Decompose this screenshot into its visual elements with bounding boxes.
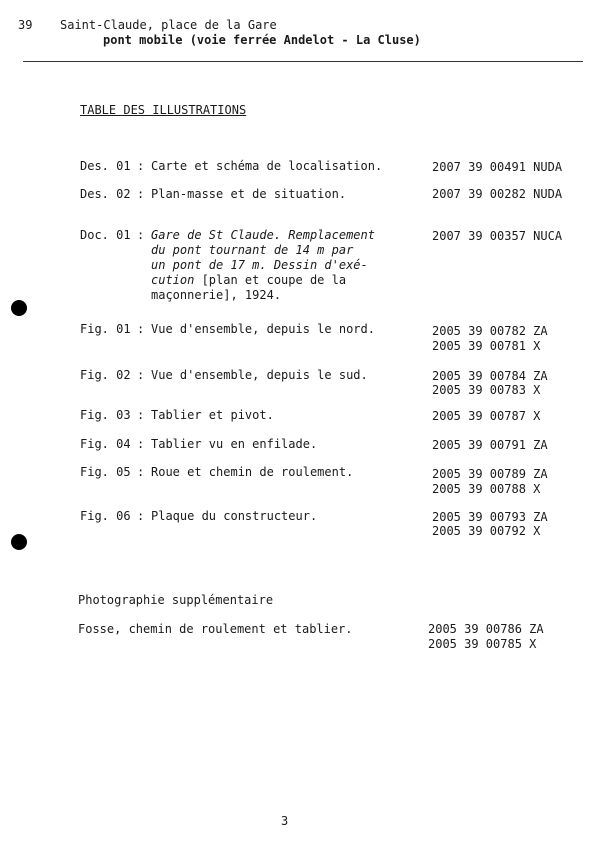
entry-reference: 2005 39 00788 X xyxy=(432,482,541,496)
supplementary-reference: 2005 39 00786 ZA xyxy=(428,622,544,636)
toc-title: TABLE DES ILLUSTRATIONS xyxy=(80,103,247,117)
supplementary-title: Photographie supplémentaire xyxy=(78,593,274,607)
entry-reference: 2007 39 00491 NUDA xyxy=(432,160,563,174)
description-italic: cution xyxy=(151,273,195,287)
entry-separator: : xyxy=(137,228,145,242)
page-number: 3 xyxy=(281,814,289,828)
description-line xyxy=(151,273,375,288)
entry-separator: : xyxy=(137,465,145,479)
binder-hole xyxy=(11,300,27,316)
entry-reference: 2005 39 00789 ZA xyxy=(432,467,548,481)
entry-reference: 2005 39 00793 ZA xyxy=(432,510,548,524)
supplementary-reference: 2005 39 00785 X xyxy=(428,637,537,651)
header-subtitle: pont mobile (voie ferrée Andelot - La Cluse) xyxy=(103,33,421,47)
entry-description: Tablier vu en enfilade. xyxy=(151,437,318,451)
entry-reference: 2005 39 00784 ZA xyxy=(432,369,548,383)
entry-reference: 2007 39 00282 NUDA xyxy=(432,187,563,201)
entry-separator: : xyxy=(137,509,145,523)
description-line xyxy=(151,228,375,243)
description-italic: du pont tournant de 14 m par xyxy=(151,243,354,257)
entry-reference: 2005 39 00787 X xyxy=(432,409,541,423)
entry-reference: 2005 39 00791 ZA xyxy=(432,438,548,452)
supplementary-description: Fosse, chemin de roulement et tablier. xyxy=(78,622,353,636)
header-number: 39 xyxy=(18,18,33,32)
entry-label: Fig. 01 xyxy=(80,322,131,336)
entry-reference: 2005 39 00792 X xyxy=(432,524,541,538)
entry-description: Carte et schéma de localisation. xyxy=(151,159,383,173)
entry-description: Tablier et pivot. xyxy=(151,408,274,422)
description-italic: Gare de St Claude. Remplacement xyxy=(151,228,375,242)
entry-reference: 2005 39 00781 X xyxy=(432,339,541,353)
entry-reference: 2007 39 00357 NUCA xyxy=(432,229,563,243)
description-italic: un pont de 17 m. Dessin d'exé- xyxy=(151,258,368,272)
description-line xyxy=(151,288,375,303)
description-plain: maçonnerie], 1924. xyxy=(151,288,282,302)
entry-reference: 2005 39 00782 ZA xyxy=(432,324,548,338)
description-line xyxy=(151,258,375,273)
entry-label: Fig. 05 xyxy=(80,465,131,479)
description-plain: [plan et coupe de la xyxy=(194,273,347,287)
header-title: Saint-Claude, place de la Gare xyxy=(60,18,277,32)
entry-label: Fig. 03 xyxy=(80,408,131,422)
entry-description: Plaque du constructeur. xyxy=(151,509,318,523)
entry-description: Vue d'ensemble, depuis le sud. xyxy=(151,368,368,382)
entry-label: Fig. 02 xyxy=(80,368,131,382)
entry-separator: : xyxy=(137,368,145,382)
entry-separator: : xyxy=(137,322,145,336)
entry-description-multiline xyxy=(151,228,375,303)
entry-separator: : xyxy=(137,159,145,173)
entry-separator: : xyxy=(137,437,145,451)
entry-separator: : xyxy=(137,408,145,422)
header-rule xyxy=(23,61,583,62)
binder-hole xyxy=(11,534,27,550)
entry-label: Des. 02 xyxy=(80,187,131,201)
entry-separator: : xyxy=(137,187,145,201)
entry-label: Fig. 06 xyxy=(80,509,131,523)
entry-label: Des. 01 xyxy=(80,159,131,173)
entry-description: Plan-masse et de situation. xyxy=(151,187,347,201)
entry-label: Doc. 01 xyxy=(80,228,131,242)
entry-label: Fig. 04 xyxy=(80,437,131,451)
entry-reference: 2005 39 00783 X xyxy=(432,383,541,397)
description-line xyxy=(151,243,375,258)
entry-description: Vue d'ensemble, depuis le nord. xyxy=(151,322,375,336)
entry-description: Roue et chemin de roulement. xyxy=(151,465,354,479)
